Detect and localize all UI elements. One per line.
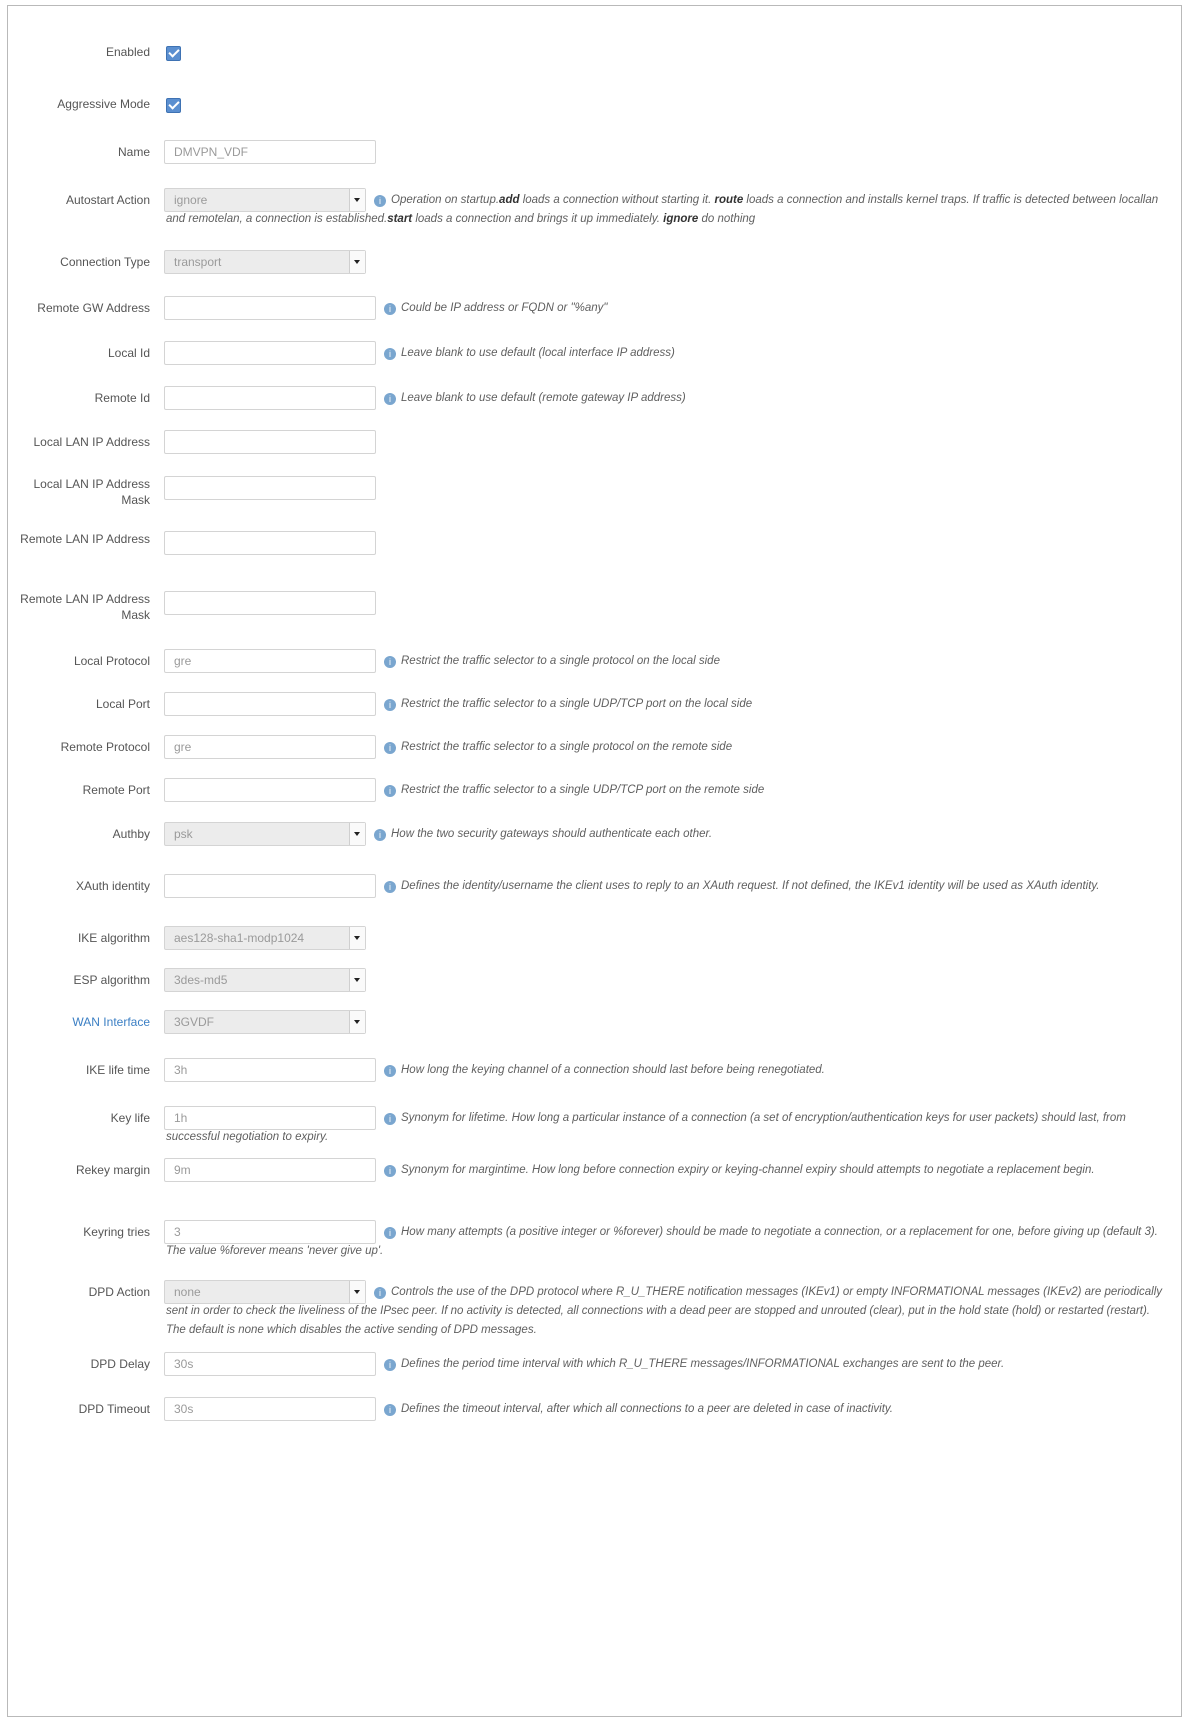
local-lan-ip-address-input[interactable] (164, 430, 376, 454)
remote-gw-address-label: Remote GW Address (37, 301, 150, 315)
enabled-checkbox[interactable] (166, 46, 181, 61)
autostart-action-help-segment: route (714, 194, 744, 206)
local-port-help-segment: Restrict the traffic selector to a single UDP/TCP port on the local side (401, 698, 753, 710)
remote-port-label: Remote Port (82, 783, 150, 797)
key-life-help-segment: Synonym for lifetime. How long a particular instance of a connection (a set of encryption/authentication keys for user packets) should last, from successful negotiation to expiry. (166, 1112, 1126, 1143)
keyring-tries-help-segment: How many attempts (a positive integer or %forever) should be made to negotiate a connection, or a replacement for one, before giving up (default 3). The value %forever means 'never give up'. (166, 1226, 1158, 1257)
remote-protocol-help-text (166, 738, 1167, 757)
dpd-timeout-value: 30s (174, 1402, 194, 1416)
info-icon: i (384, 1065, 396, 1077)
dpd-timeout-label: DPD Timeout (78, 1402, 150, 1416)
autostart-action-label: Autostart Action (65, 193, 150, 207)
dpd-action-help-segment: Controls the use of the DPD protocol where R_U_THERE notification messages (IKEv1) or empty INFORMATIONAL messages (IKEv2) are periodically sent in order to check the liveliness of the IPsec peer. If no activity is detected, all connections with a dead peer are stopped and unrouted (clear), put in the hold state (hold) or restarted (restart). The default is none which disables the active sending of DPD messages. (166, 1286, 1163, 1336)
info-icon: i (384, 303, 396, 315)
info-icon: i (374, 1287, 386, 1299)
dpd-delay-value: 30s (174, 1357, 194, 1371)
authby-value: psk (174, 827, 193, 841)
dpd-action-label: DPD Action (88, 1285, 150, 1299)
ike-life-time-help-segment: How long the keying channel of a connection should last before being renegotiated. (401, 1064, 825, 1076)
keyring-tries-label: Keyring tries (83, 1225, 150, 1239)
keyring-tries-value: 3 (174, 1225, 181, 1239)
esp-algorithm-value: 3des-md5 (174, 973, 228, 987)
ike-algorithm-value: aes128-sha1-modp1024 (174, 931, 305, 945)
authby-help-segment: How the two security gateways should authenticate each other. (391, 828, 713, 840)
key-life-value: 1h (174, 1111, 188, 1125)
connection-type-label: Connection Type (60, 255, 150, 269)
local-protocol-help-segment: Restrict the traffic selector to a single protocol on the local side (401, 655, 720, 667)
remote-lan-ip-address-mask-label: Remote LAN IP Address Mask (20, 592, 150, 622)
wan-interface-value: 3GVDF (174, 1015, 215, 1029)
ipsec-settings-form (7, 5, 1182, 1717)
name-value: DMVPN_VDF (174, 145, 249, 159)
wan-interface-label[interactable]: WAN Interface (72, 1015, 150, 1029)
remote-protocol-help-segment: Restrict the traffic selector to a single protocol on the remote side (401, 741, 733, 753)
local-protocol-help-text (166, 652, 1167, 671)
aggressive-mode-checkbox[interactable] (166, 98, 181, 113)
info-icon: i (384, 881, 396, 893)
ike-algorithm-select[interactable] (164, 926, 366, 950)
keyring-tries-help-text (166, 1223, 1167, 1261)
rekey-margin-help-segment: Synonym for margintime. How long before connection expiry or keying-channel expiry should attempts to negotiate a replacement begin. (401, 1164, 1095, 1176)
local-protocol-value: gre (174, 654, 192, 668)
xauth-identity-help-text (166, 877, 1167, 896)
dpd-delay-label: DPD Delay (90, 1357, 150, 1371)
remote-port-help-text (166, 781, 1167, 800)
info-icon: i (384, 785, 396, 797)
chevron-down-icon[interactable] (349, 927, 365, 949)
local-id-help-segment: Leave blank to use default (local interface IP address) (401, 347, 675, 359)
enabled-label: Enabled (105, 45, 150, 59)
remote-lan-ip-address-label: Remote LAN IP Address (20, 532, 150, 546)
dpd-timeout-help-text (166, 1400, 1167, 1419)
info-icon: i (374, 829, 386, 841)
rekey-margin-help-text (166, 1161, 1167, 1180)
chevron-down-icon[interactable] (349, 1011, 365, 1033)
autostart-action-value: ignore (174, 193, 208, 207)
autostart-action-help-segment: loads a connection and installs kernel traps. If traffic is detected between locallan and remotelan, a connection is established. (166, 194, 1159, 225)
rekey-margin-value: 9m (174, 1163, 191, 1177)
remote-gw-address-help-segment: Could be IP address or FQDN or "%any" (401, 302, 608, 314)
aggressive-mode-label: Aggressive Mode (57, 97, 150, 111)
remote-gw-address-help-text (166, 299, 1167, 318)
connection-type-value: transport (174, 255, 222, 269)
ike-algorithm-label: IKE algorithm (77, 931, 150, 945)
name-input[interactable] (164, 140, 376, 164)
authby-label: Authby (112, 827, 150, 841)
esp-algorithm-label: ESP algorithm (73, 973, 150, 987)
key-life-label: Key life (110, 1111, 150, 1125)
chevron-down-icon[interactable] (349, 251, 365, 273)
authby-help-text (166, 825, 1167, 844)
remote-lan-ip-address-input[interactable] (164, 531, 376, 555)
dpd-action-value: none (174, 1285, 201, 1299)
local-protocol-label: Local Protocol (73, 654, 150, 668)
info-icon: i (384, 348, 396, 360)
dpd-action-help-text (166, 1283, 1167, 1340)
ike-life-time-value: 3h (174, 1063, 188, 1077)
dpd-timeout-help-segment: Defines the timeout interval, after which all connections to a peer are deleted in case of inactivity. (401, 1403, 893, 1415)
info-icon: i (384, 1227, 396, 1239)
remote-id-label: Remote Id (94, 391, 150, 405)
local-port-label: Local Port (95, 697, 150, 711)
remote-protocol-label: Remote Protocol (60, 740, 150, 754)
autostart-action-help-segment: do nothing (698, 213, 756, 225)
autostart-action-help-segment: loads a connection without starting it. (519, 194, 715, 206)
info-icon: i (384, 1404, 396, 1416)
autostart-action-help-segment: Operation on startup. (391, 194, 500, 206)
autostart-action-help-text (166, 191, 1167, 229)
autostart-action-help-segment: loads a connection and brings it up immediately. (412, 213, 664, 225)
ike-life-time-label: IKE life time (85, 1063, 150, 1077)
info-icon: i (384, 1359, 396, 1371)
xauth-identity-help-segment: Defines the identity/username the client uses to reply to an XAuth request. If not defined, the IKEv1 identity will be used as XAuth identity. (401, 880, 1100, 892)
info-icon: i (384, 742, 396, 754)
info-icon: i (374, 195, 386, 207)
autostart-action-help-segment: add (499, 194, 520, 206)
local-lan-ip-address-mask-label: Local LAN IP Address Mask (33, 477, 150, 507)
connection-type-select[interactable] (164, 250, 366, 274)
autostart-action-help-segment: ignore (663, 213, 699, 225)
local-lan-ip-address-mask-input[interactable] (164, 476, 376, 500)
name-label: Name (117, 145, 150, 159)
local-lan-ip-address-label: Local LAN IP Address (33, 435, 150, 449)
local-id-help-text (166, 344, 1167, 363)
info-icon: i (384, 1113, 396, 1125)
remote-lan-ip-address-mask-input[interactable] (164, 591, 376, 615)
xauth-identity-label: XAuth identity (75, 879, 150, 893)
remote-id-help-segment: Leave blank to use default (remote gateway IP address) (401, 392, 686, 404)
info-icon: i (384, 699, 396, 711)
esp-algorithm-select[interactable] (164, 968, 366, 992)
dpd-delay-help-segment: Defines the period time interval with which R_U_THERE messages/INFORMATIONAL exchanges are sent to the peer. (401, 1358, 1005, 1370)
remote-id-help-text (166, 389, 1167, 408)
ike-life-time-help-text (166, 1061, 1167, 1080)
key-life-help-text (166, 1109, 1167, 1147)
wan-interface-select[interactable] (164, 1010, 366, 1034)
remote-protocol-value: gre (174, 740, 192, 754)
autostart-action-help-segment: start (387, 213, 413, 225)
local-id-label: Local Id (107, 346, 150, 360)
info-icon: i (384, 656, 396, 668)
info-icon: i (384, 393, 396, 405)
dpd-delay-help-text (166, 1355, 1167, 1374)
local-port-help-text (166, 695, 1167, 714)
info-icon: i (384, 1165, 396, 1177)
chevron-down-icon[interactable] (349, 969, 365, 991)
rekey-margin-label: Rekey margin (75, 1163, 150, 1177)
remote-port-help-segment: Restrict the traffic selector to a single UDP/TCP port on the remote side (401, 784, 765, 796)
